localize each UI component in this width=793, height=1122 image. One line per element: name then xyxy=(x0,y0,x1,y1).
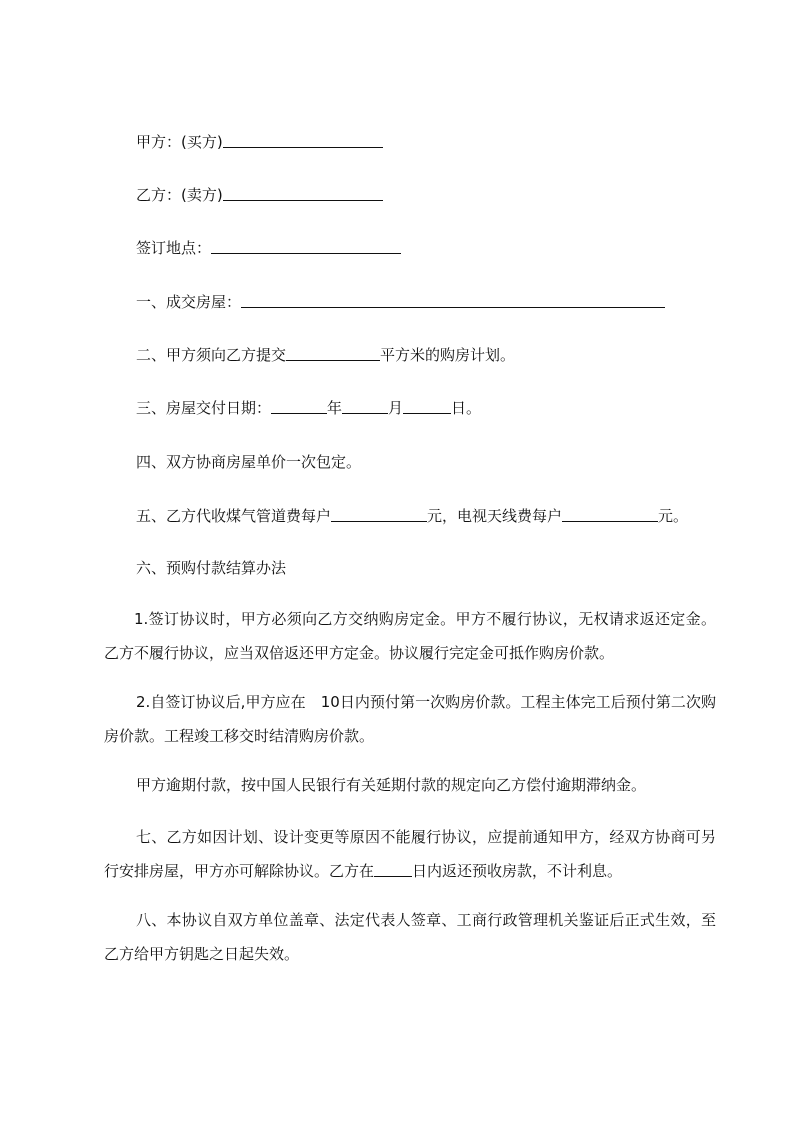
year-blank xyxy=(271,399,327,414)
clause-7-paragraph xyxy=(104,820,716,888)
month-label: 月 xyxy=(388,399,404,417)
day-label: 日。 xyxy=(451,399,482,417)
party-b-line xyxy=(104,185,748,205)
clause-5-line xyxy=(104,506,748,526)
clause-4-text: 四、双方协商房屋单价一次包定。 xyxy=(136,453,362,471)
signing-place-label: 签订地点： xyxy=(136,239,212,257)
clause-2-before: 二、甲方须向乙方提交 xyxy=(136,346,287,364)
party-a-label: 甲方：(买方) xyxy=(136,133,223,151)
item-2-paragraph: 2.自签订协议后,甲方应在 10日内预付第一次购房价款。工程主体完工后预付第二次购房价款。工程竣工移交时结清购房价款。 xyxy=(104,693,716,745)
item-1-paragraph: 1.签订协议时，甲方必须向乙方交纳购房定金。甲方不履行协议，无权请求返还定金。乙方不履行协议，应当双倍返还甲方定金。协议履行完定金可抵作购房价款。 xyxy=(104,610,716,662)
year-label: 年 xyxy=(327,399,343,417)
clause-5-middle: 元，电视天线费每户 xyxy=(427,507,563,525)
party-a-line xyxy=(104,132,748,152)
clause-3-line xyxy=(104,398,748,418)
party-b-blank xyxy=(223,186,383,201)
signing-place-line xyxy=(104,238,748,258)
clause-5-after: 元。 xyxy=(658,507,689,525)
clause-2-after: 平方米的购房计划。 xyxy=(380,346,516,364)
month-blank xyxy=(342,399,388,414)
area-blank xyxy=(286,346,380,361)
clause-6-line xyxy=(104,558,748,578)
clause-1-line xyxy=(104,292,748,312)
clause-8-paragraph: 八、本协议自双方单位盖章、法定代表人签章、工商行政管理机关鉴证后正式生效，至乙方给甲方钥匙之日起失效。 xyxy=(104,911,716,963)
day-blank xyxy=(403,399,451,414)
antenna-fee-blank xyxy=(562,507,658,522)
clause-2-line xyxy=(104,345,748,365)
refund-days-blank xyxy=(374,862,412,877)
party-b-label: 乙方：(卖方) xyxy=(136,186,223,204)
late-payment-paragraph: 甲方逾期付款，按中国人民银行有关延期付款的规定向乙方偿付逾期滞纳金。 xyxy=(136,776,647,794)
clause-4-line xyxy=(104,452,748,472)
property-blank xyxy=(241,293,665,308)
clause-7-after: 日内返还预收房款，不计利息。 xyxy=(412,862,623,880)
clause-7-before: 七、乙方如因计划、设计变更等原因不能履行协议，应提前通知甲方，经双方协商可另行安排房屋，甲方亦可解除协议。乙方在 xyxy=(104,828,716,880)
clause-6-title: 六、预购付款结算办法 xyxy=(136,559,287,577)
clause-1-label: 一、成交房屋： xyxy=(136,293,242,311)
signing-place-blank xyxy=(211,239,401,254)
clause-3-before: 三、房屋交付日期： xyxy=(136,399,272,417)
party-a-blank xyxy=(223,133,383,148)
clause-5-before: 五、乙方代收煤气管道费每户 xyxy=(136,507,332,525)
gas-fee-blank xyxy=(331,507,427,522)
